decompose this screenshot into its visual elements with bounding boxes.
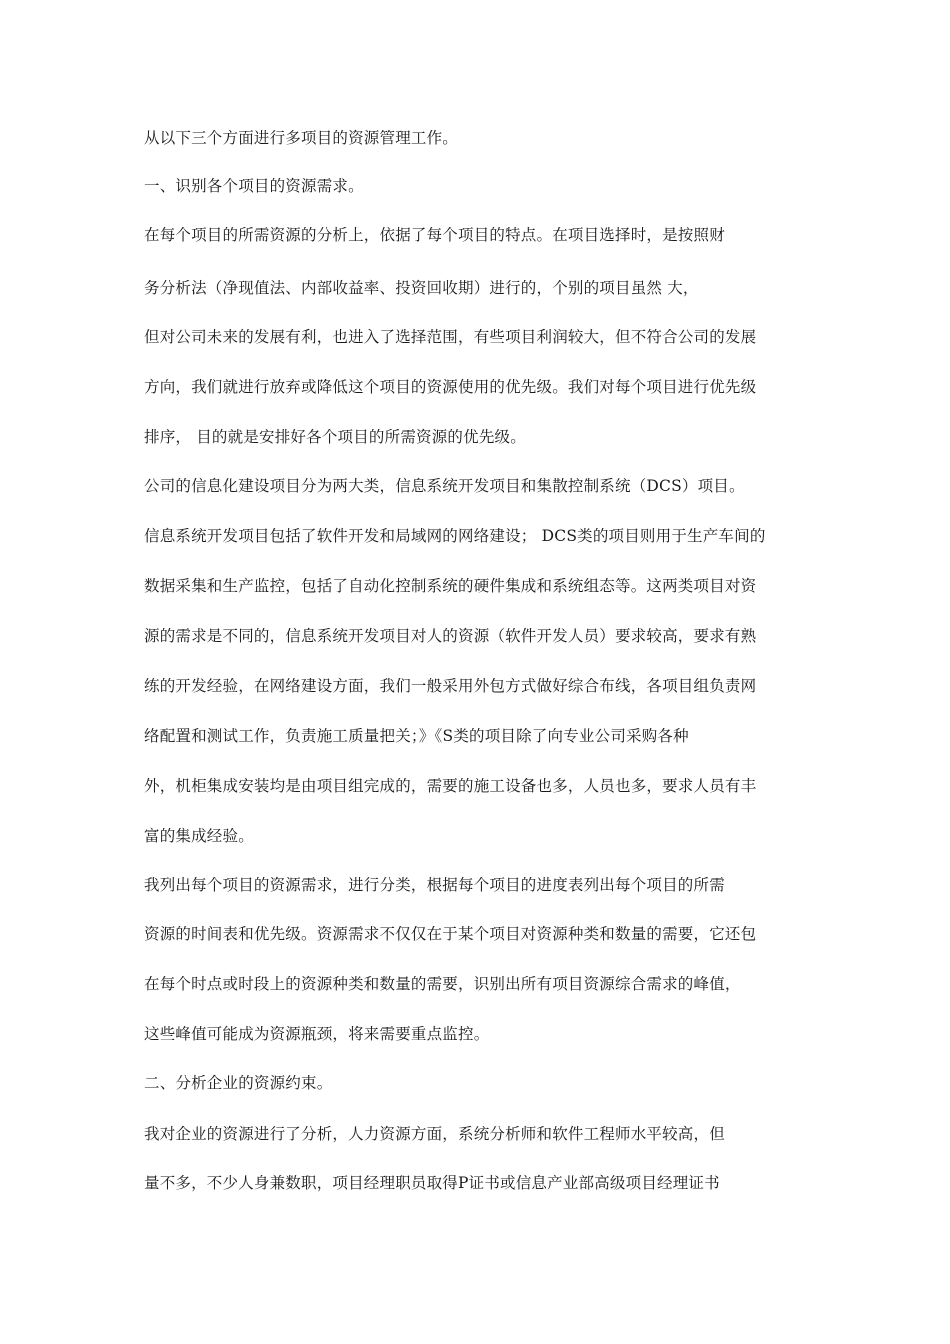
text-line: 排序， 目的就是安排好各个项目的所需资源的优先级。 bbox=[144, 428, 526, 446]
text-line: 我列出每个项目的资源需求，进行分类，根据每个项目的进度表列出每个项目的所需 bbox=[144, 876, 725, 894]
section-heading: 二、分析企业的资源约束。 bbox=[144, 1074, 333, 1092]
text-line: 我对企业的资源进行了分析，人力资源方面，系统分析师和软件工程师水平较高，但 bbox=[144, 1125, 725, 1143]
text-line: 信息系统开发项目包括了软件开发和局域网的网络建设； DCS类的项目则用于生产车间的 bbox=[144, 527, 766, 545]
text-line: 数据采集和生产监控，包括了自动化控制系统的硬件集成和系统组态等。这两类项目对资 bbox=[144, 577, 757, 595]
text-line: 公司的信息化建设项目分为两大类，信息系统开发项目和集散控制系统（DCS）项目。 bbox=[144, 477, 745, 495]
section-heading: 一、识别各个项目的资源需求。 bbox=[144, 177, 364, 195]
text-line: 但对公司未来的发展有利，也进入了选择范围，有些项目利润较大，但不符合公司的发展 bbox=[144, 328, 757, 346]
text-line: 外，机柜集成安装均是由项目组完成的，需要的施工设备也多，人员也多，要求人员有丰 bbox=[144, 777, 757, 795]
text-line: 从以下三个方面进行多项目的资源管理工作。 bbox=[144, 129, 459, 147]
text-line: 资源的时间表和优先级。资源需求不仅仅在于某个项目对资源种类和数量的需要，它还包 bbox=[144, 925, 757, 943]
text-line: 在每个项目的所需资源的分析上，依据了每个项目的特点。在项目选择时，是按照财 bbox=[144, 226, 725, 244]
text-line: 务分析法（净现值法、内部收益率、投资回收期）进行的，个别的项目虽然 大， bbox=[144, 279, 699, 297]
text-line: 量不多，不少人身兼数职，项目经理职员取得P证书或信息产业部高级项目经理证书 bbox=[144, 1174, 720, 1192]
text-line: 练的开发经验，在网络建设方面，我们一般采用外包方式做好综合布线，各项目组负责网 bbox=[144, 677, 757, 695]
text-line: 在每个时点或时段上的资源种类和数量的需要，识别出所有项目资源综合需求的峰值， bbox=[144, 975, 741, 993]
text-line: 源的需求是不同的，信息系统开发项目对人的资源（软件开发人员）要求较高，要求有熟 bbox=[144, 627, 757, 645]
text-line: 富的集成经验。 bbox=[144, 827, 254, 845]
text-line: 这些峰值可能成为资源瓶颈，将来需要重点监控。 bbox=[144, 1025, 490, 1043]
text-line: 方向，我们就进行放弃或降低这个项目的资源使用的优先级。我们对每个项目进行优先级 bbox=[144, 378, 757, 396]
text-line: 络配置和测试工作，负责施工质量把关；》《S类的项目除了向专业公司采购各种 bbox=[144, 727, 689, 745]
